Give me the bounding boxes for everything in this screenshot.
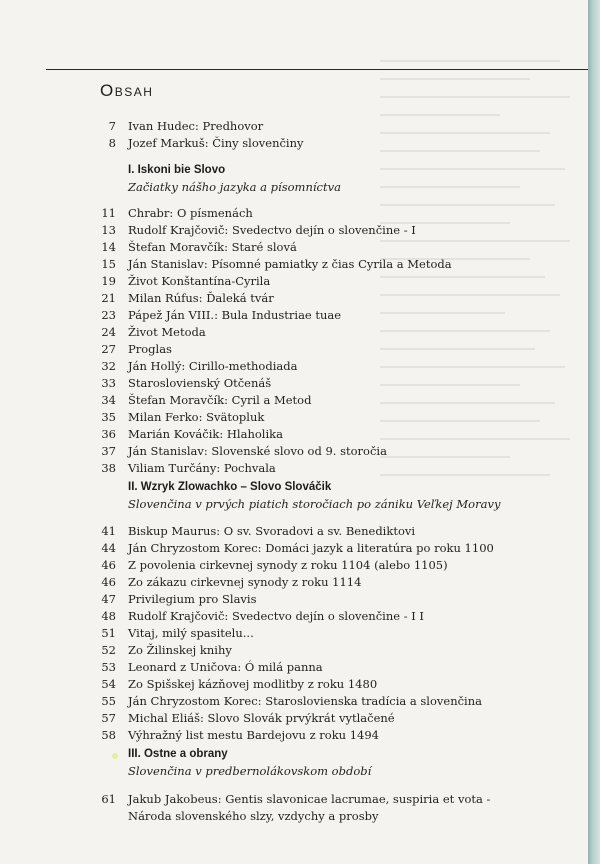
toc-entry[interactable] [0,306,560,324]
toc-entry[interactable] [0,522,560,540]
toc-entry[interactable] [0,658,560,676]
heading-text: Obsah [100,81,154,100]
toc-entry[interactable] [0,624,560,642]
entry-title: Ján Hollý: Cirillo-methodiada [128,359,298,373]
toc-entry[interactable] [0,726,560,744]
entry-title: Zo Spišskej kázňovej modlitby z roku 1480 [128,677,378,691]
toc-entry[interactable] [0,221,560,239]
entry-page: 47 [101,592,116,606]
entry-title: Chrabr: O písmenách [128,206,253,220]
toc-entry[interactable] [0,357,560,375]
entry-title: Pápež Ján VIII.: Bula Industriae tuae [128,308,342,322]
entry-page: 38 [101,461,116,475]
entry-title: Život Konštantína-Cyrila [128,274,271,288]
toc-entry[interactable] [0,289,560,307]
entry-page: 34 [101,393,116,407]
entry-title: Milan Ferko: Svätopluk [128,410,265,424]
entry-page: 58 [101,728,116,742]
entry-title: Marián Kováčik: Hlaholika [128,427,283,441]
toc-entry[interactable] [0,425,560,443]
toc-entry[interactable] [0,607,560,625]
entry-page: 15 [101,257,116,271]
toc-entry[interactable] [0,238,560,256]
entry-title: Staroslovienský Otčenáš [128,376,272,390]
entry-title: Zo zákazu cirkevnej synody z roku 1114 [128,575,362,589]
entry-page: 14 [101,240,116,254]
entry-page: 57 [101,711,116,725]
entry-page: 36 [101,427,116,441]
entry-title: Leonard z Uničova: Ó milá panna [128,660,323,674]
entry-page: 27 [101,342,116,356]
toc-entry[interactable] [0,790,560,808]
toc-entry[interactable] [0,408,560,426]
highlight-mark [112,753,118,759]
entry-title: Milan Rúfus: Ďaleká tvár [128,291,274,305]
entry-title: Viliam Turčány: Pochvala [128,461,276,475]
entry-page: 11 [101,206,116,220]
toc-entry[interactable] [0,692,560,710]
entry-title: Jakub Jakobeus: Gentis slavonicae lacrumae, suspiria et vota - [128,792,491,806]
entry-title: Ján Stanislav: Písomné pamiatky z čias Cyrila a Metoda [128,257,452,271]
toc-entry[interactable] [0,442,560,460]
section-title: II. Wzryk Zlowachko – Slovo Slováčik [128,481,332,493]
entry-page: 24 [101,325,116,339]
section-title: III. Ostne a obrany [128,748,228,760]
entry-title: Život Metoda [128,325,206,339]
entry-page: 46 [101,558,116,572]
toc-entry[interactable] [0,323,560,341]
entry-title: Výhražný list mestu Bardejovu z roku 1494 [128,728,379,742]
toc-entry[interactable] [0,709,560,727]
entry-title: Privilegium pro Slavis [128,592,257,606]
entry-title: Michal Eliáš: Slovo Slovák prvýkrát vytlačené [128,711,395,725]
entry-title: Štefan Moravčík: Cyril a Metod [128,393,312,407]
toc-entry[interactable] [0,675,560,693]
page-edge [588,0,600,864]
entry-title: Z povolenia cirkevnej synody z roku 1104 (alebo 1105) [128,558,448,572]
section-subtitle: Slovenčina v prvých piatich storočiach po zániku Veľkej Moravy [128,497,501,511]
entry-page: 46 [101,575,116,589]
toc-entry-continued[interactable] [0,807,560,825]
entry-page: 53 [101,660,116,674]
toc-entry[interactable] [0,459,560,477]
entry-page: 19 [101,274,116,288]
entry-title-continued: Národa slovenského slzy, vzdychy a prosby [128,809,379,823]
toc-entry[interactable] [0,117,560,135]
entry-title: Zo Žilinskej knihy [128,643,232,657]
section-title: I. Iskoni bie Slovo [128,164,226,176]
entry-page: 21 [101,291,116,305]
toc-entry[interactable] [0,272,560,290]
entry-page: 54 [101,677,116,691]
toc-entry[interactable] [0,391,560,409]
section-subtitle: Začiatky nášho jazyka a písomníctva [128,180,341,194]
entry-page: 44 [101,541,116,555]
entry-page: 52 [101,643,116,657]
entry-title: Ján Stanislav: Slovenské slovo od 9. storočia [128,444,387,458]
entry-page: 61 [101,792,116,806]
entry-page: 8 [108,136,116,150]
toc-entry[interactable] [0,573,560,591]
entry-title: Ján Chryzostom Korec: Domáci jazyk a literatúra po roku 1100 [128,541,494,555]
entry-page: 13 [101,223,116,237]
entry-page: 41 [101,524,116,538]
entry-title: Vitaj, milý spasitelu... [128,626,254,640]
toc-entry[interactable] [0,590,560,608]
entry-title: Ivan Hudec: Predhovor [128,119,264,133]
entry-title: Ján Chryzostom Korec: Staroslovienska tradícia a slovenčina [128,694,482,708]
entry-title: Biskup Maurus: O sv. Svoradovi a sv. Benediktovi [128,524,416,538]
entry-page: 35 [101,410,116,424]
section-subtitle: Slovenčina v predbernolákovskom období [128,764,372,778]
entry-title: Jozef Markuš: Činy slovenčiny [128,136,304,150]
entry-page: 48 [101,609,116,623]
entry-title: Proglas [128,342,172,356]
toc-entry[interactable] [0,134,560,152]
toc-entry[interactable] [0,340,560,358]
entry-page: 23 [101,308,116,322]
entry-page: 33 [101,376,116,390]
toc-entry[interactable] [0,374,560,392]
entry-page: 51 [101,626,116,640]
entry-title: Rudolf Krajčovič: Svedectvo dejín o slovenčine - I I [128,609,424,623]
toc-entry[interactable] [0,255,560,273]
toc-entry[interactable] [0,539,560,557]
toc-entry[interactable] [0,204,560,222]
entry-page: 55 [101,694,116,708]
entry-page: 32 [101,359,116,373]
entry-title: Štefan Moravčík: Staré slová [128,240,297,254]
entry-page: 37 [101,444,116,458]
entry-page: 7 [108,119,116,133]
toc-entry[interactable] [0,641,560,659]
entry-title: Rudolf Krajčovič: Svedectvo dejín o slovenčine - I [128,223,416,237]
toc-entry[interactable] [0,556,560,574]
